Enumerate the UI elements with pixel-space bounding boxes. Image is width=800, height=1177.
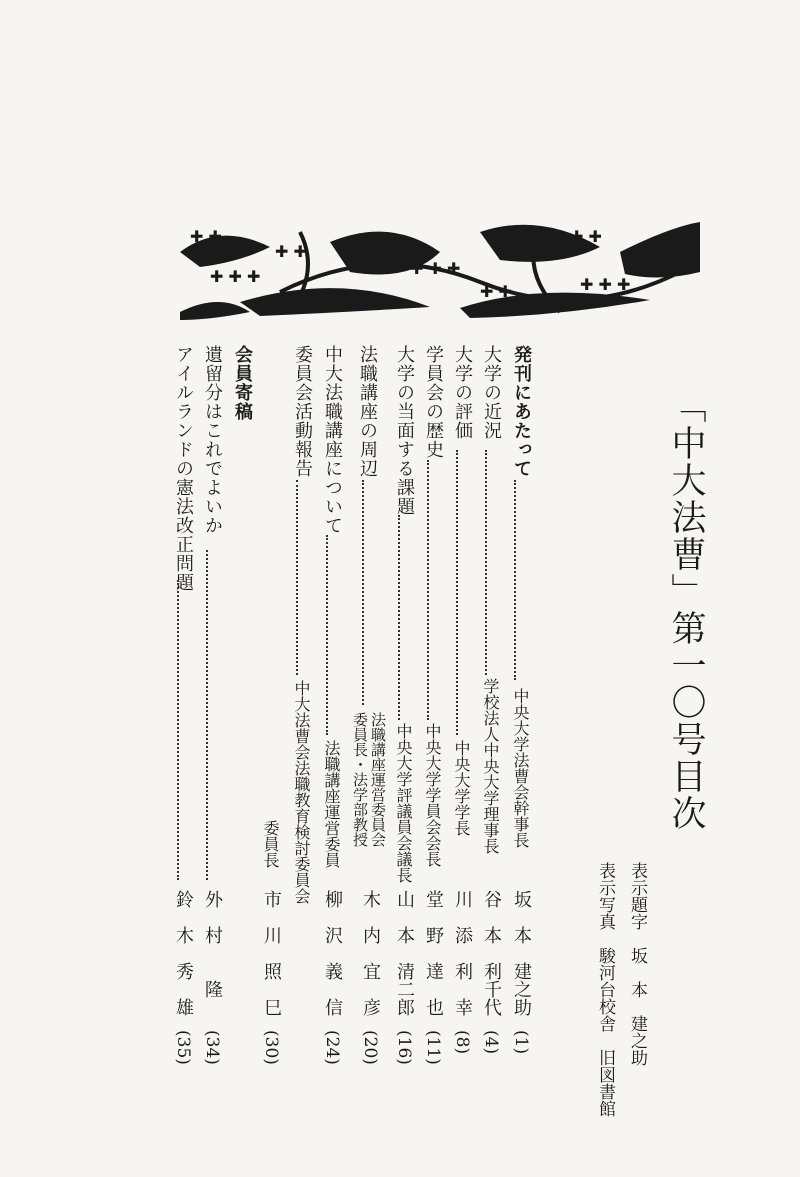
toc-title-6: 法職講座の周辺 — [357, 345, 378, 478]
toc-affiliation-1: 中央大学法曹会幹事長 — [511, 688, 530, 848]
toc-page-8: (30) — [261, 1030, 281, 1065]
leader-9 — [206, 550, 208, 880]
contribution-author-1: 外 村 隆 — [202, 890, 223, 998]
svg-text:✚ ✚ ✚: ✚ ✚ ✚ — [410, 259, 461, 278]
toc-page-4: (11) — [423, 1030, 443, 1065]
toc-author-2: 谷 本 利千代 — [481, 890, 502, 1016]
toc-affiliation-7: 法職講座運営委員 — [322, 740, 341, 868]
toc-page-3: (8) — [452, 1030, 472, 1055]
credit-photo: 表示写真 駿河台校舎 旧図書館 — [595, 862, 615, 1117]
contribution-title-2: アイルランドの憲法改正問題 — [173, 345, 194, 592]
toc-page-6: (20) — [360, 1030, 380, 1065]
leader-3 — [456, 450, 458, 735]
toc-affiliation-8a: 中大法曹会法職教育検討委員会 — [292, 680, 311, 904]
toc-affiliation-5: 中央大学評議員会議長 — [394, 723, 413, 883]
leader-6 — [362, 480, 364, 705]
toc-title-5: 大学の当面する課題 — [394, 345, 415, 516]
toc-title-4: 学員会の歴史 — [423, 345, 444, 459]
svg-text:✚ ✚ ✚: ✚ ✚ ✚ — [580, 275, 631, 294]
toc-affiliation-8b: 委員長 — [261, 820, 280, 868]
leader-5 — [398, 515, 400, 720]
leader-8 — [296, 480, 298, 675]
floral-ornament — [180, 212, 700, 320]
contribution-page-1: (34) — [202, 1030, 222, 1065]
toc-affiliation-6a: 法職講座運営委員会 — [369, 712, 387, 847]
toc-affiliation-3: 中央大学学長 — [452, 740, 471, 836]
section-heading-contributions: 会員寄稿 — [232, 345, 253, 421]
toc-page-5: (16) — [394, 1030, 414, 1065]
contribution-author-2: 鈴 木 秀 雄 — [173, 890, 194, 1016]
svg-text:✚ ✚: ✚ ✚ — [480, 282, 512, 301]
credit-calligraphy: 表示題字 坂 本 建之助 — [627, 862, 647, 1066]
leader-1 — [514, 480, 516, 680]
svg-text:✚ ✚: ✚ ✚ — [275, 242, 307, 261]
toc-author-4: 堂 野 達 也 — [423, 890, 444, 1016]
leader-4 — [427, 460, 429, 720]
leader-10 — [177, 580, 179, 880]
toc-page-7: (24) — [322, 1030, 342, 1065]
toc-author-1: 坂 本 建之助 — [511, 890, 532, 1016]
toc-author-7: 柳 沢 義 信 — [322, 890, 343, 1016]
svg-text:✚ ✚ ✚: ✚ ✚ ✚ — [210, 267, 261, 286]
toc-author-6: 木 内 宜 彦 — [360, 890, 381, 1016]
toc-title-8: 委員会活動報告 — [292, 345, 313, 478]
toc-page-1: (1) — [511, 1030, 531, 1055]
toc-title-2: 大学の近況 — [481, 345, 502, 440]
contribution-page-2: (35) — [173, 1030, 193, 1065]
leader-2 — [485, 450, 487, 675]
document-title: 「中大法曹」第一〇号目次 — [666, 388, 706, 832]
leader-7 — [326, 535, 328, 735]
toc-title-3: 大学の評価 — [452, 345, 473, 440]
toc-title-7: 中大法職講座について — [322, 345, 343, 535]
toc-author-8: 市 川 照 巳 — [261, 890, 282, 1016]
toc-title-1: 発刊にあたって — [511, 345, 532, 478]
toc-affiliation-4: 中央大学学員会会長 — [423, 723, 442, 867]
toc-page-2: (4) — [481, 1030, 501, 1055]
toc-author-3: 川 添 利 幸 — [452, 890, 473, 1016]
toc-author-5: 山 本 清二郎 — [394, 890, 415, 1016]
toc-affiliation-2: 学校法人中央大学理事長 — [481, 678, 500, 854]
svg-text:✚ ✚: ✚ ✚ — [570, 227, 602, 246]
contribution-title-1: 遺留分はこれでよいか — [202, 345, 223, 535]
svg-text:✚ ✚: ✚ ✚ — [190, 227, 222, 246]
toc-affiliation-6b: 委員長・法学部教授 — [351, 712, 369, 847]
